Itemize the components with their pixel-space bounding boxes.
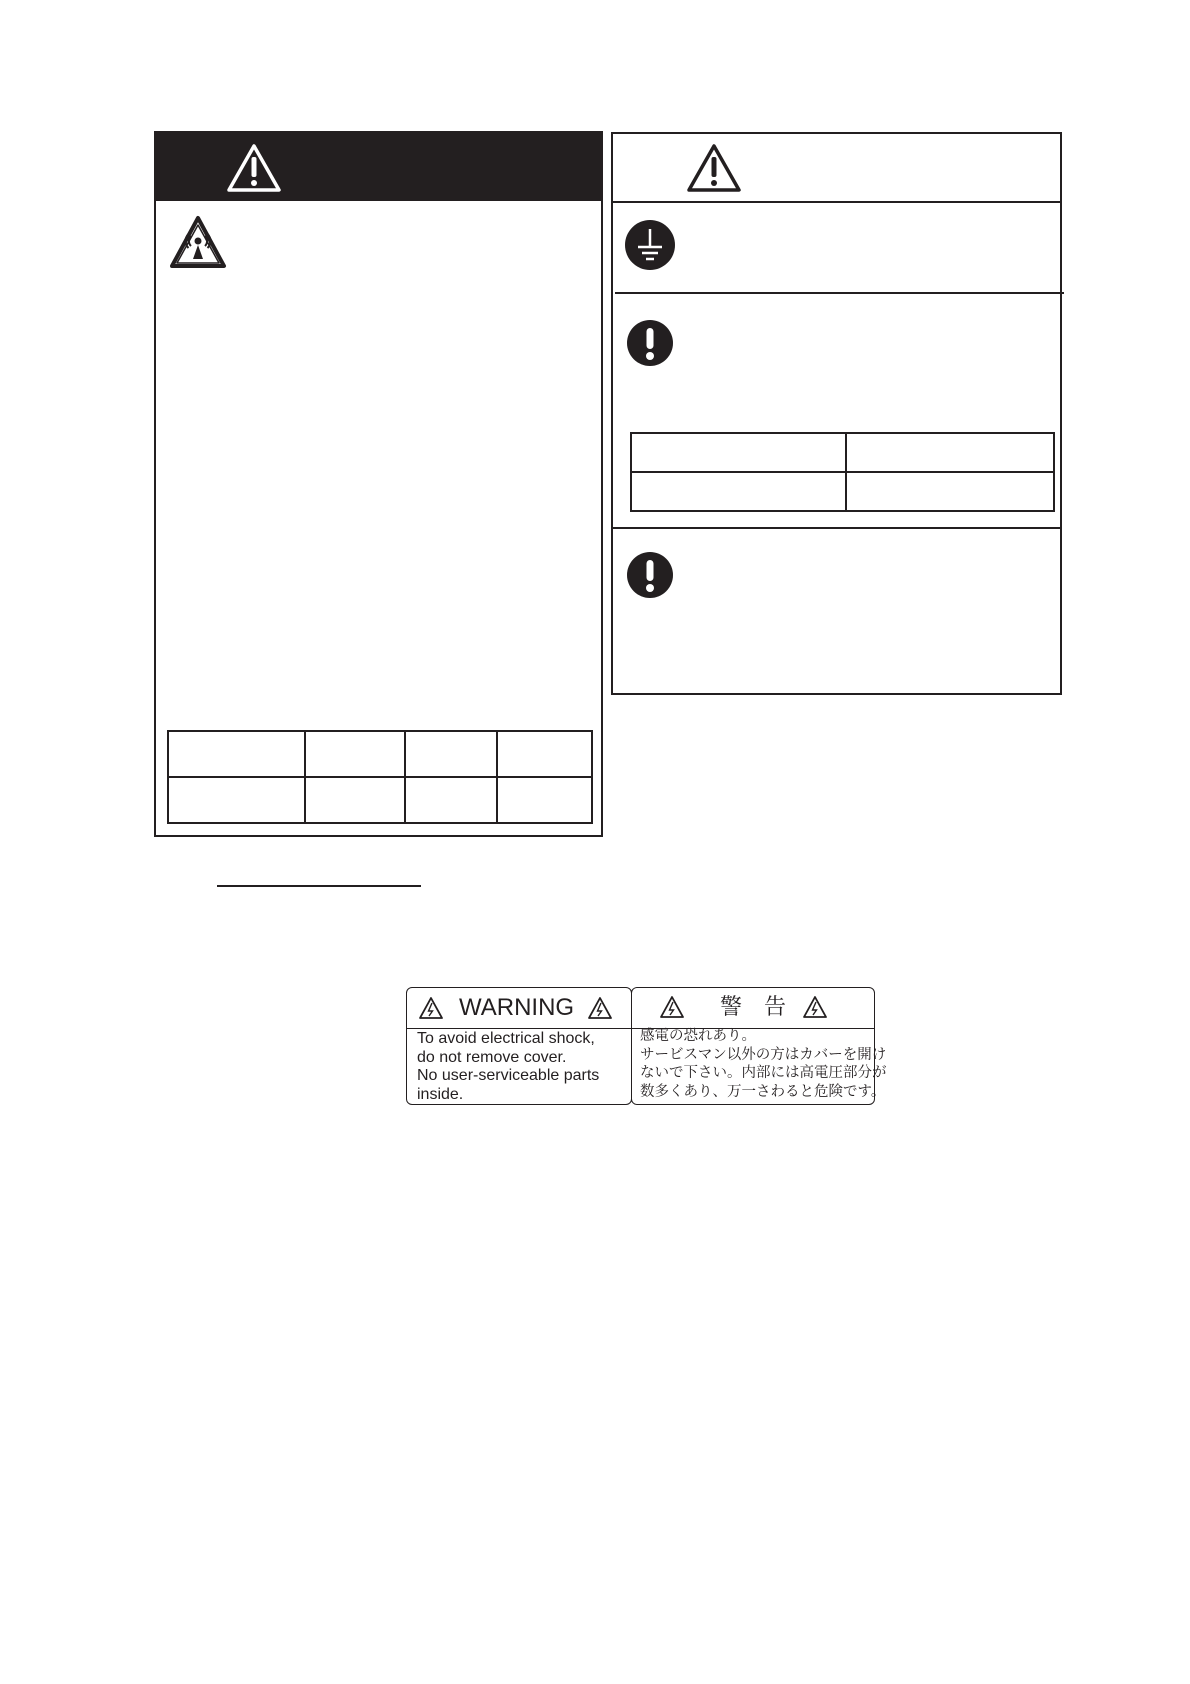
caution-data-table: [630, 432, 1055, 512]
table-cell: [846, 433, 1054, 472]
table-row: [631, 433, 1054, 472]
table-cell: [305, 777, 405, 823]
warning-panel: [154, 131, 603, 837]
table-cell: [497, 731, 592, 777]
caution-panel: [611, 132, 1062, 695]
table-cell: [631, 472, 846, 511]
table-row: [631, 472, 1054, 511]
warning-label-line: 感電の恐れあり。: [640, 1028, 756, 1044]
table-cell: [168, 731, 305, 777]
warning-label-line: 数多くあり、万一さわると危険です。: [640, 1083, 886, 1100]
radiation-warning-icon: [169, 215, 227, 269]
warning-data-table: [167, 730, 593, 824]
warning-label-line: To avoid electrical shock,: [417, 1030, 595, 1047]
table-cell: [405, 777, 497, 823]
electric-shock-warning-icon: [802, 995, 828, 1019]
table-row: [168, 731, 592, 777]
warning-label-english: [406, 987, 632, 1105]
electric-shock-warning-icon: [587, 996, 613, 1020]
ground-symbol-icon: [625, 220, 675, 270]
warning-label-line: inside.: [417, 1085, 464, 1103]
mandatory-action-icon: [627, 552, 673, 598]
table-cell: [846, 472, 1054, 511]
caution-triangle-icon: [686, 143, 742, 193]
table-cell: [631, 433, 846, 472]
warning-label-line: No user-serviceable parts: [417, 1067, 600, 1084]
section-divider: [615, 292, 1064, 294]
table-cell: [405, 731, 497, 777]
warning-triangle-icon: [226, 143, 282, 193]
electric-shock-warning-icon: [659, 995, 685, 1019]
mandatory-action-icon: [627, 320, 673, 366]
warning-panel-header: [156, 133, 601, 201]
warning-label-text: [417, 1030, 599, 1104]
warning-label-line: サービスマン以外の方はカバーを開け: [640, 1046, 887, 1063]
warning-label-text: [640, 1027, 887, 1101]
warning-label-japanese: [631, 987, 887, 1105]
warning-label-line: ないで下さい。内部には高電圧部分が: [640, 1065, 887, 1081]
electric-shock-warning-icon: [418, 996, 444, 1020]
warning-label-title: 警 告: [720, 995, 787, 1020]
table-row: [168, 777, 592, 823]
label-title-row: [407, 988, 631, 1029]
section-divider: [613, 527, 1060, 529]
caution-header-divider: [613, 201, 1060, 203]
table-cell: [305, 731, 405, 777]
warning-label-line: do not remove cover.: [417, 1048, 567, 1066]
heading-underline: [217, 885, 421, 887]
warning-label-title: WARNING: [459, 994, 575, 1021]
table-cell: [497, 777, 592, 823]
label-title-row: [632, 988, 874, 1029]
table-cell: [168, 777, 305, 823]
